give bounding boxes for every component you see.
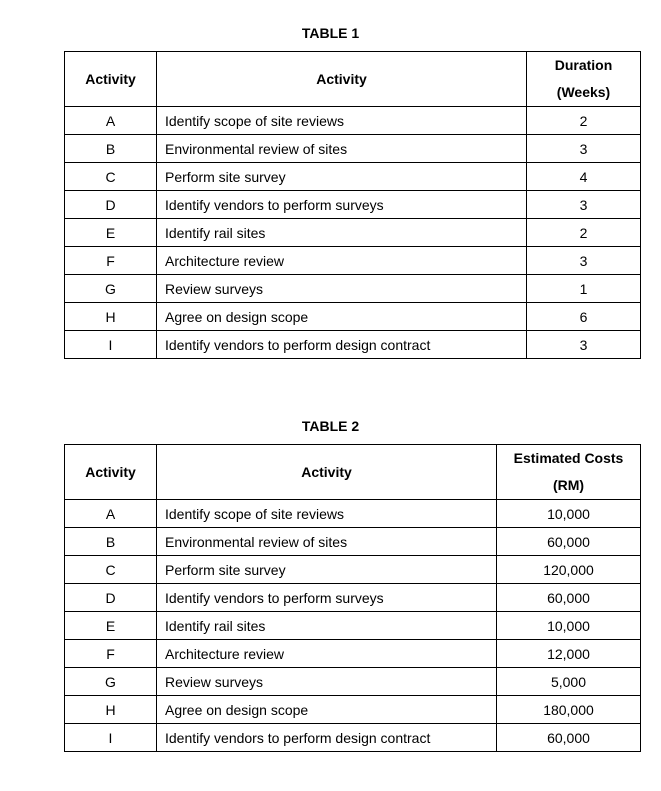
activity-name: Environmental review of sites [157,135,527,163]
table2-header-cost [497,445,641,500]
activity-code: D [65,584,157,612]
activity-code: C [65,556,157,584]
table-row [65,331,641,359]
activity-code: B [65,135,157,163]
duration-weeks: 6 [527,303,641,331]
activity-name: Identify vendors to perform design contract [157,724,497,752]
duration-weeks: 3 [527,247,641,275]
activity-name: Review surveys [157,668,497,696]
activity-name: Identify vendors to perform surveys [157,584,497,612]
duration-weeks: 3 [527,191,641,219]
activity-name: Agree on design scope [157,303,527,331]
table1-header-code: Activity [65,52,157,107]
table1-header-name: Activity [157,52,527,107]
duration-weeks: 2 [527,107,641,135]
activity-name: Identify scope of site reviews [157,107,527,135]
activity-code: D [65,191,157,219]
table1-header-duration-line1: Duration [554,57,613,73]
estimated-cost: 12,000 [497,640,641,668]
activity-name: Identify rail sites [157,219,527,247]
table2-header-code: Activity [65,445,157,500]
table-row [65,303,641,331]
table-row [65,528,641,556]
activity-code: H [65,303,157,331]
activity-code: G [65,275,157,303]
table-row [65,191,641,219]
table1-header-row [65,52,641,107]
table1-duration [64,51,641,359]
table1-header-duration [527,52,641,107]
table-row [65,135,641,163]
duration-weeks: 4 [527,163,641,191]
activity-code: C [65,163,157,191]
table-row [65,696,641,724]
table-row [65,163,641,191]
table-row [65,247,641,275]
table-row [65,612,641,640]
duration-weeks: 3 [527,331,641,359]
table-row [65,640,641,668]
duration-weeks: 2 [527,219,641,247]
table2-title: TABLE 2 [301,418,360,434]
estimated-cost: 180,000 [497,696,641,724]
table-row [65,556,641,584]
estimated-cost: 120,000 [497,556,641,584]
table-row [65,107,641,135]
activity-name: Perform site survey [157,163,527,191]
activity-code: F [65,247,157,275]
table-row [65,724,641,752]
activity-code: E [65,612,157,640]
activity-name: Architecture review [157,247,527,275]
activity-code: G [65,668,157,696]
table-row [65,219,641,247]
table2-header-name: Activity [157,445,497,500]
activity-name: Agree on design scope [157,696,497,724]
table-row [65,500,641,528]
activity-name: Architecture review [157,640,497,668]
table-row [65,275,641,303]
activity-name: Identify vendors to perform surveys [157,191,527,219]
activity-name: Identify rail sites [157,612,497,640]
activity-code: F [65,640,157,668]
table2-estimated-costs [64,444,641,752]
estimated-cost: 10,000 [497,500,641,528]
activity-name: Identify vendors to perform design contract [157,331,527,359]
table2-header-cost-line1: Estimated Costs [513,450,624,466]
activity-code: A [65,500,157,528]
table2-header-cost-line2: (RM) [552,477,585,493]
activity-code: I [65,331,157,359]
estimated-cost: 60,000 [497,528,641,556]
activity-code: H [65,696,157,724]
activity-name: Identify scope of site reviews [157,500,497,528]
activity-code: B [65,528,157,556]
table2-header-row [65,445,641,500]
activity-code: E [65,219,157,247]
table1-title: TABLE 1 [301,25,360,41]
duration-weeks: 3 [527,135,641,163]
estimated-cost: 5,000 [497,668,641,696]
activity-name: Environmental review of sites [157,528,497,556]
estimated-cost: 60,000 [497,724,641,752]
table-row [65,584,641,612]
table-row [65,668,641,696]
activity-code: I [65,724,157,752]
activity-name: Review surveys [157,275,527,303]
estimated-cost: 10,000 [497,612,641,640]
table1-header-duration-line2: (Weeks) [556,84,611,100]
duration-weeks: 1 [527,275,641,303]
activity-code: A [65,107,157,135]
estimated-cost: 60,000 [497,584,641,612]
activity-name: Perform site survey [157,556,497,584]
